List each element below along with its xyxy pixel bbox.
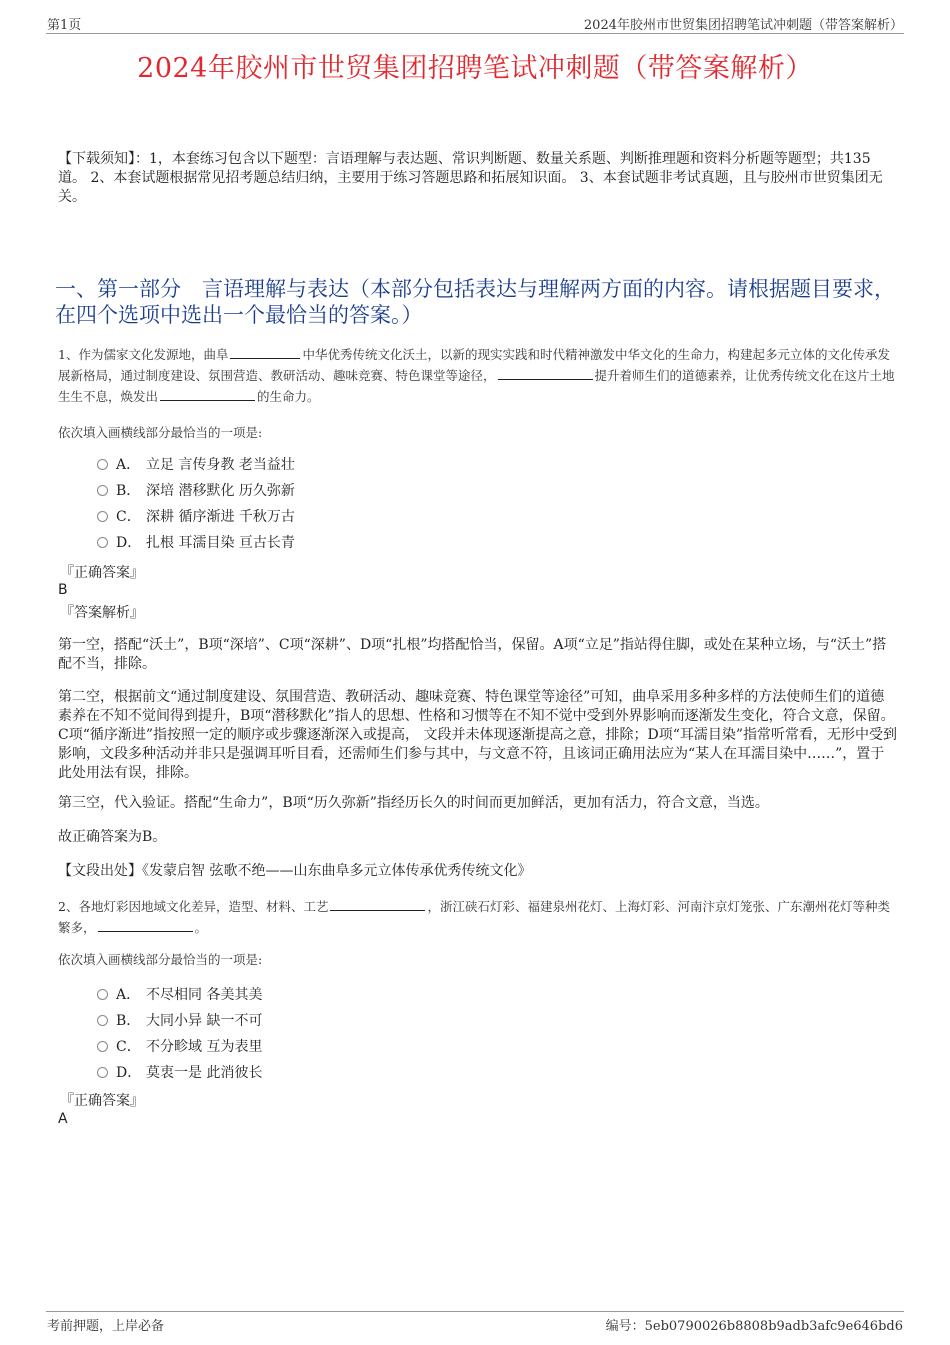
question-2-option-c[interactable]: C． 不分畛域 互为表里 [97, 1037, 262, 1057]
section-heading: 一、第一部分 言语理解与表达（本部分包括表达与理解两方面的内容。请根据题目要求，在四个选项中选出一个最恰当的答案。） [55, 277, 895, 327]
radio-icon[interactable] [97, 511, 108, 522]
radio-icon[interactable] [97, 1015, 108, 1026]
question-1-answer: B [58, 582, 68, 598]
question-1-text: 1、作为儒家文化发源地，曲阜 中华优秀传统文化沃土，以新的现实实践和时代精神激发中华文化的生命力，构建起多元立体的文化传承发展新格局，通过制度建设、氛围营造、教研活动、趣味竞赛、特色课堂等途径， 提升着师生们的道德素养，让优秀传统文化在这片土地生生不息，焕发出 的生命力。 [58, 347, 895, 404]
footer-divider [46, 1311, 904, 1312]
radio-icon[interactable] [97, 485, 108, 496]
header-doc-title: 2024年胶州市世贸集团招聘笔试冲刺题（带答案解析） [583, 18, 903, 33]
radio-icon[interactable] [97, 459, 108, 470]
question-1-option-d[interactable]: D． 扎根 耳濡目染 亘古长青 [97, 533, 295, 553]
radio-icon[interactable] [97, 1041, 108, 1052]
analysis-paragraph-3: 第三空，代入验证。搭配“生命力”，B项“历久弥新”指经历长久的时间而更加鲜活，更加有活力，符合文意，当选。 [58, 795, 769, 811]
header-divider [46, 33, 904, 34]
blank-3 [160, 388, 255, 401]
analysis-source: 【文段出处】《发蒙启智 弦歌不绝——山东曲阜多元立体传承优秀传统文化》 [58, 863, 532, 879]
blank-1 [230, 346, 300, 359]
question-1-option-a[interactable]: A． 立足 言传身教 老当益壮 [97, 455, 295, 475]
question-1-analysis-label: 『答案解析』 [60, 605, 144, 621]
blank-2 [498, 367, 593, 380]
analysis-paragraph-2: 第二空，根据前文“通过制度建设、氛围营造、教研活动、趣味竞赛、特色课堂等途径”可知，曲阜采用多种多样的方法使师生们的道德素养在不知不觉间得到提升，B项“潜移默化”指人的思想、性格和习惯等在不知不觉中受到外界影响而逐渐发生变化，符合文意，保留。C项“循序渐进”指按照一定的顺序或步骤逐渐深入或提高， 文段并未体现逐渐提高之意，排除；D项“耳濡目染”指常听常看，无形中受到影响，文段多种活动并非只是强调耳听目看，还需师生们参与其中，与文意不符，且该词正确用法应为“某人在耳濡目染中……”，置于此处用法有误，排除。 [58, 689, 898, 781]
question-2-option-d[interactable]: D． 莫衷一是 此消彼长 [97, 1063, 262, 1083]
question-2-answer-label: 『正确答案』 [60, 1093, 144, 1109]
question-1-answer-label: 『正确答案』 [60, 565, 144, 581]
question-1-prompt: 依次填入画横线部分最恰当的一项是: [58, 425, 263, 440]
question-2-text: 2、各地灯彩因地域文化差异，造型、材料、工艺 ，浙江硖石灯彩、福建泉州花灯、上海灯彩、河南汴京灯笼张、广东潮州花灯等种类繁多， 。 [58, 899, 890, 935]
question-1-option-c[interactable]: C． 深耕 循序渐进 千秋万古 [97, 507, 295, 527]
question-2-option-b[interactable]: B． 大同小异 缺一不可 [97, 1011, 262, 1031]
download-notice: 【下载须知】：1，本套练习包含以下题型：言语理解与表达题、常识判断题、数量关系题、判断推理题和资料分析题等题型；共135道。 2、本套试题根据常见招考题总结归纳，主要用于练习答题思路和拓展知识面。 3、本套试题非考试真题，且与胶州市世贸集团无关。 [58, 151, 883, 205]
header-page-number: 第1页 [47, 18, 82, 33]
footer-slogan: 考前押题，上岸必备 [47, 1319, 165, 1334]
radio-icon[interactable] [97, 989, 108, 1000]
question-1-option-b[interactable]: B． 深培 潜移默化 历久弥新 [97, 481, 295, 501]
analysis-paragraph-1: 第一空，搭配“沃土”，B项“深培”、C项“深耕”、D项“扎根”均搭配恰当，保留。A项“立足”指站得住脚，或处在某种立场，与“沃土”搭配不当，排除。 [58, 637, 887, 672]
analysis-conclusion: 故正确答案为B。 [58, 829, 167, 845]
radio-icon[interactable] [97, 1067, 108, 1078]
question-2-prompt: 依次填入画横线部分最恰当的一项是: [58, 952, 263, 967]
blank-2 [98, 919, 193, 932]
radio-icon[interactable] [97, 537, 108, 548]
page-title: 2024年胶州市世贸集团招聘笔试冲刺题（带答案解析） [137, 53, 813, 84]
blank-1 [330, 898, 425, 911]
question-2-answer: A [58, 1111, 68, 1127]
footer-serial-number: 编号：5eb0790026b8808b9adb3afc9e646bd6 [605, 1319, 903, 1334]
question-2-option-a[interactable]: A． 不尽相同 各美其美 [97, 985, 262, 1005]
